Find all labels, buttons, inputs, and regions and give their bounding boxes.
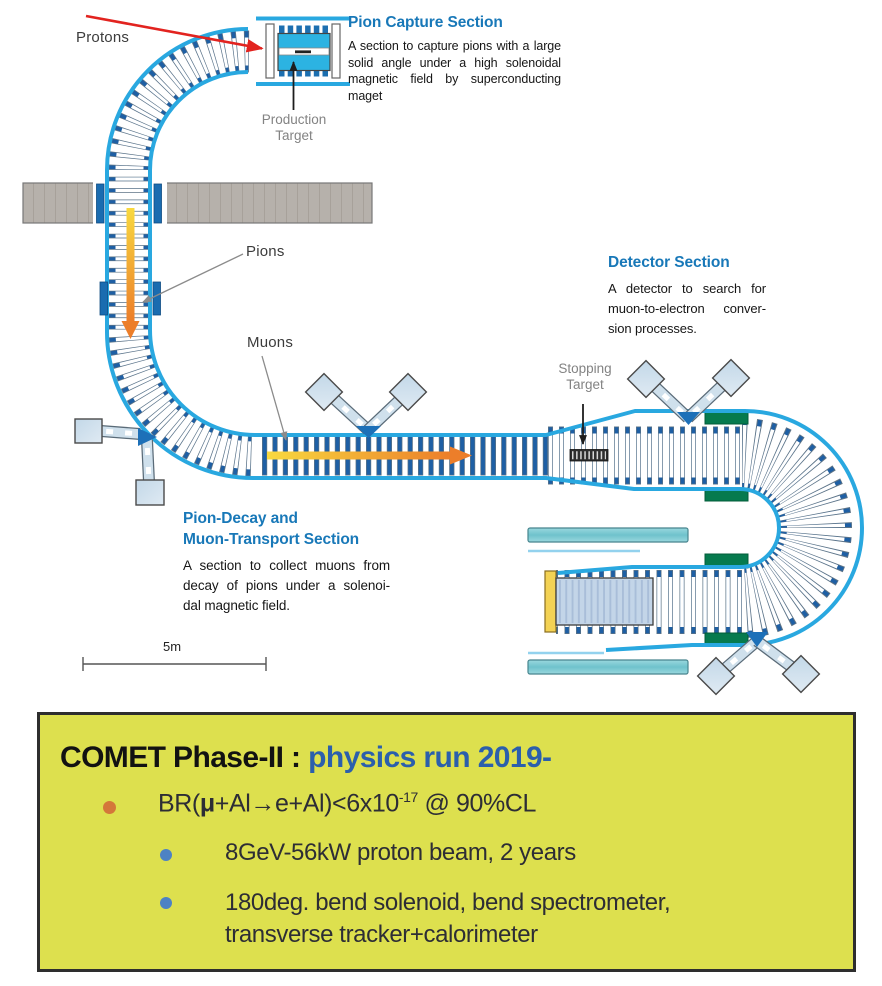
shield-wall — [23, 183, 372, 223]
bullet-spectrometer: 180deg. bend solenoid, bend spectrometer, transverse tracker+calorimeter — [225, 889, 671, 948]
bullet-dot-blue — [160, 897, 172, 909]
comet-infobox — [37, 712, 856, 972]
stopping-target — [570, 450, 608, 462]
infobox-title — [60, 741, 551, 775]
service-tower-bend-corner — [75, 419, 164, 505]
capture-section-desc: A section to capture pions with a large solid angle under a high solenoidal magnetic field by superconducting maget — [348, 39, 561, 103]
pion-capture-magnet — [266, 24, 340, 78]
pions-label: Pions — [246, 243, 285, 260]
service-tower-muon-line — [306, 374, 427, 438]
transport-section-title: Pion-Decay and Muon-Transport Section — [183, 510, 360, 548]
production-target-label: Production Target — [261, 112, 327, 143]
production-target — [295, 50, 311, 53]
pions-pointer — [143, 254, 243, 302]
protons-label: Protons — [76, 29, 130, 46]
bullet-dot-orange — [103, 801, 116, 814]
muons-label: Muons — [247, 334, 294, 351]
muons-pointer — [262, 356, 286, 440]
stopping-target-label: Stopping Target — [558, 361, 612, 392]
infobox-title-black: COMET Phase-II : — [60, 741, 309, 774]
bullet-proton-beam: 8GeV-56kW proton beam, 2 years — [225, 839, 576, 866]
bullet-br-limit: $BR(\mu+Al\to e+Al)<6x10^{-17}$ @ 90%CL — [158, 789, 536, 818]
transport-section-desc: A section to collect muons from decay of pions under a solenoi- dal magnetic field. — [183, 558, 390, 613]
tracker-calorimeter-detector — [545, 571, 653, 632]
capture-section-title: Pion Capture Section — [348, 14, 503, 31]
infobox-title-blue: physics run 2019- — [308, 741, 552, 774]
bullet-dot-blue — [160, 849, 172, 861]
pion-beam-arrow — [122, 208, 140, 339]
detector-section-desc: A detector to search for muon-to-electron conver- sion processes. — [608, 281, 766, 336]
scale-bar — [83, 657, 266, 671]
detector-section-title: Detector Section — [608, 254, 730, 271]
scale-label: 5m — [162, 639, 182, 654]
